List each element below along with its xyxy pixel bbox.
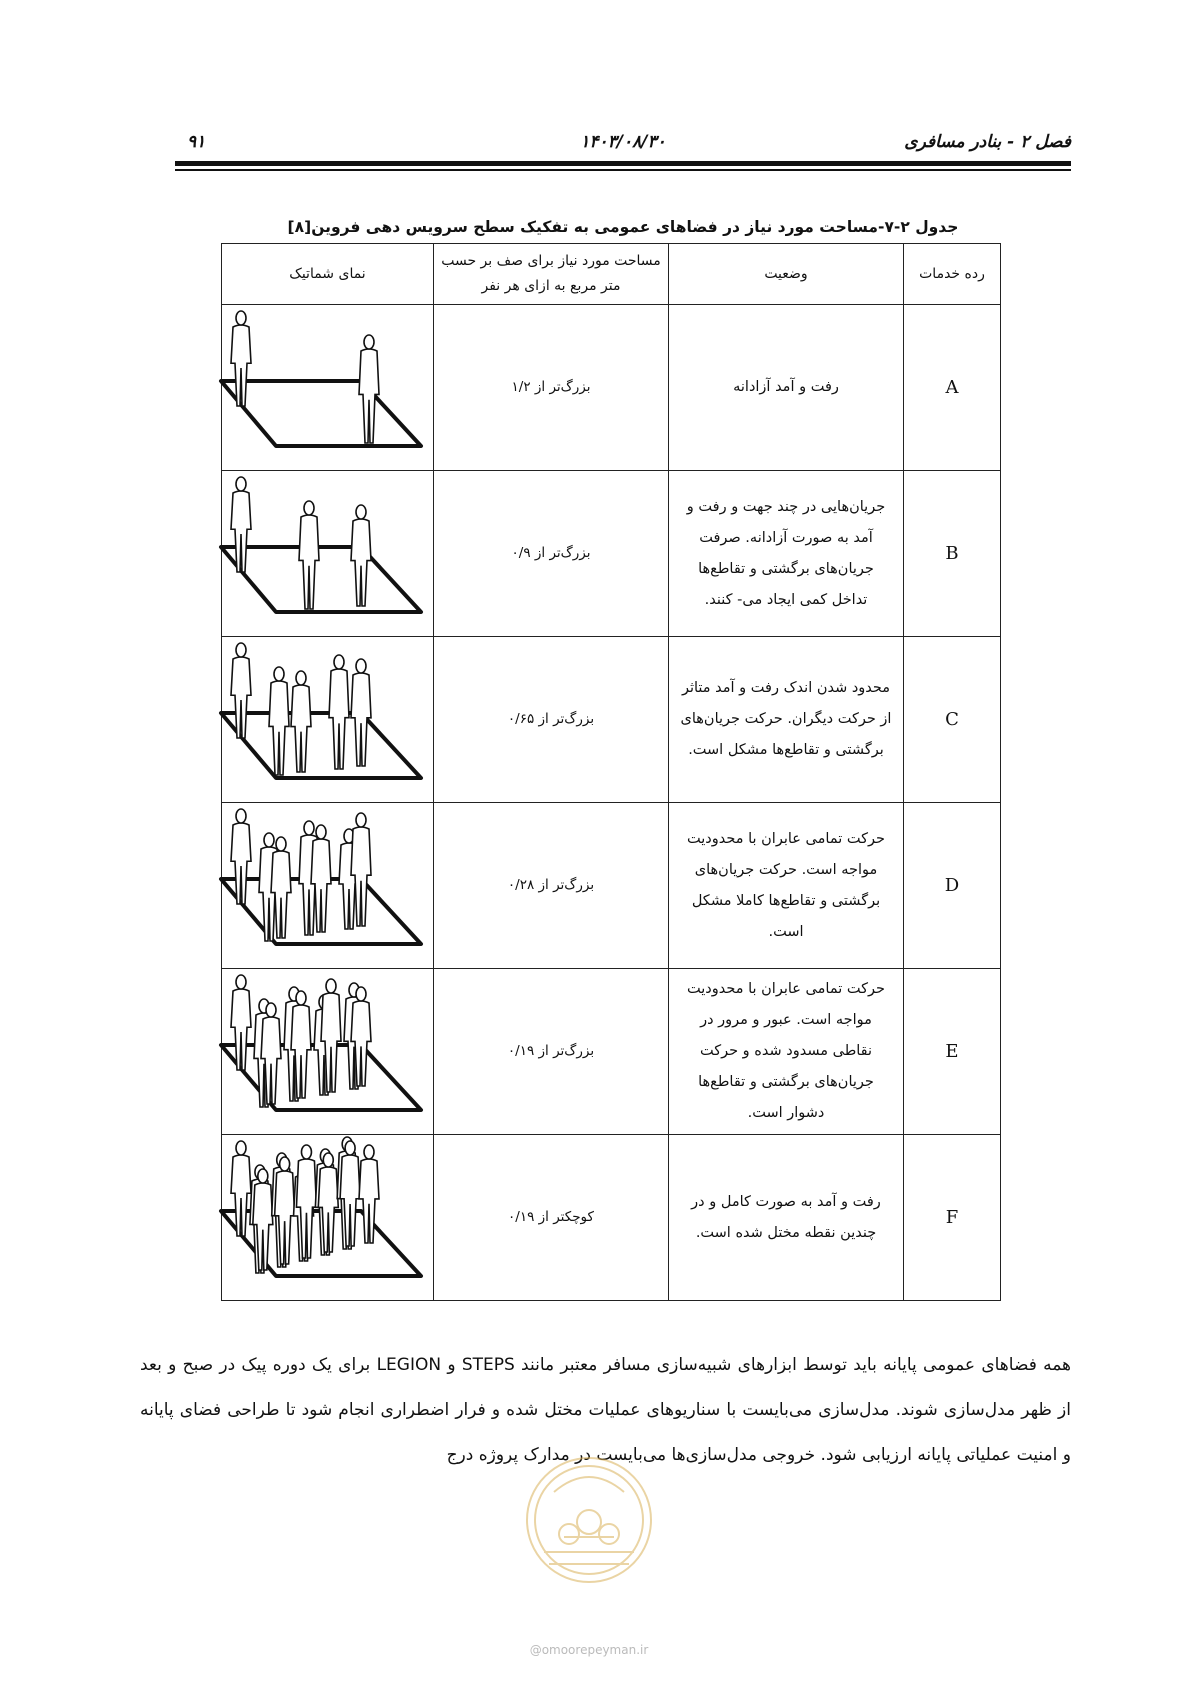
col-header-schematic: نمای شماتیک bbox=[222, 244, 434, 305]
crowd-density-e-icon bbox=[211, 970, 433, 1133]
col-header-area: مساحت مورد نیاز برای صف بر حسب متر مربع به ازای هر نفر bbox=[434, 244, 669, 305]
person-silhouette bbox=[291, 671, 311, 772]
table-row bbox=[222, 305, 1001, 471]
schematic-cell bbox=[222, 471, 434, 637]
person-silhouette bbox=[359, 335, 379, 443]
crowd-density-d-icon bbox=[211, 804, 433, 967]
table-row bbox=[222, 803, 1001, 969]
service-level-cell: E bbox=[904, 969, 1001, 1135]
person-silhouette bbox=[329, 655, 349, 769]
crowd-density-b-icon bbox=[211, 472, 433, 635]
person-silhouette bbox=[231, 643, 251, 738]
person-silhouette bbox=[231, 809, 251, 904]
service-level-cell: B bbox=[904, 471, 1001, 637]
person-silhouette bbox=[351, 659, 371, 766]
table-header-row bbox=[222, 244, 1001, 305]
area-cell: بزرگ‌تر از ۱/۲ bbox=[434, 305, 669, 471]
status-cell: حرکت تمامی عابران با محدودیت مواجه است. حرکت جریان‌های برگشتی و تقاطع‌ها کاملا مشکل است. bbox=[669, 803, 904, 969]
status-cell: حرکت تمامی عابران با محدودیت مواجه است. عبور و مرور در نقاطی مسدود شده و حرکت جریان‌های برگشتی و تقاطع‌ها دشوار است. bbox=[669, 969, 904, 1135]
service-level-cell: F bbox=[904, 1135, 1001, 1301]
omoore-peyman-seal-icon bbox=[514, 1442, 664, 1592]
page-header bbox=[175, 128, 1071, 154]
body-paragraph: همه فضاهای عمومی پایانه باید توسط ابزارهای شبیه‌سازی مسافر معتبر مانند STEPS و LEGION برای یک دوره پیک در صبح و بعد از ظهر مدل‌سازی شوند. مدل‌سازی می‌بایست با سناریوهای عملیات مختل شده و فرار اضطراری انجام شود تا طراحی فضای پایانه و امنیت عملیاتی پایانه ارزیابی شود. خروجی مدل‌سازی‌ها می‌بایست در مدارک پروژه درج bbox=[140, 1355, 1071, 1465]
person-silhouette bbox=[351, 505, 371, 606]
area-cell: کوچکتر از ۰/۱۹ bbox=[434, 1135, 669, 1301]
level-of-service-table bbox=[221, 243, 1001, 1301]
header-date: ۱۴۰۳/۰۸/۳۰ bbox=[580, 132, 666, 152]
schematic-cell bbox=[222, 637, 434, 803]
service-level-cell: C bbox=[904, 637, 1001, 803]
service-level-cell: D bbox=[904, 803, 1001, 969]
status-cell: رفت و آمد به صورت کامل و در چندین نقطه مختل شده است. bbox=[669, 1135, 904, 1301]
table-row bbox=[222, 471, 1001, 637]
crowd-density-f-icon bbox=[211, 1136, 433, 1299]
table-row bbox=[222, 1135, 1001, 1301]
schematic-cell bbox=[222, 1135, 434, 1301]
table-row bbox=[222, 969, 1001, 1135]
service-level-cell: A bbox=[904, 305, 1001, 471]
table-row bbox=[222, 637, 1001, 803]
page-number: ۹۱ bbox=[187, 132, 206, 152]
chapter-title: فصل ۲ - بنادر مسافری bbox=[904, 132, 1071, 152]
area-cell: بزرگ‌تر از ۰/۹ bbox=[434, 471, 669, 637]
header-rule-thick bbox=[175, 161, 1071, 166]
schematic-cell bbox=[222, 803, 434, 969]
status-cell: محدود شدن اندک رفت و آمد متاثر از حرکت دیگران. حرکت جریان‌های برگشتی و تقاطع‌ها مشکل است. bbox=[669, 637, 904, 803]
area-cell: بزرگ‌تر از ۰/۲۸ bbox=[434, 803, 669, 969]
schematic-cell bbox=[222, 969, 434, 1135]
person-silhouette bbox=[231, 477, 251, 572]
area-cell: بزرگ‌تر از ۰/۱۹ bbox=[434, 969, 669, 1135]
watermark-url: @omoorepeyman.ir bbox=[529, 1643, 649, 1657]
col-header-level: رده خدمات bbox=[904, 244, 1001, 305]
person-silhouette bbox=[231, 1141, 251, 1236]
person-silhouette bbox=[269, 667, 289, 775]
person-silhouette bbox=[231, 311, 251, 406]
crowd-density-a-icon bbox=[211, 306, 433, 469]
person-silhouette bbox=[231, 975, 251, 1070]
header-rule-thin bbox=[175, 169, 1071, 171]
status-cell: جریان‌هایی در چند جهت و رفت و آمد به صورت آزادانه. صرفت جریان‌های برگشتی و تقاطع‌ها تداخل کمی ایجاد می- کنند. bbox=[669, 471, 904, 637]
area-cell: بزرگ‌تر از ۰/۶۵ bbox=[434, 637, 669, 803]
table-caption: جدول ۲-۷-مساحت مورد نیاز در فضاهای عمومی به تفکیک سطح سرویس دهی فروین[۸] bbox=[287, 218, 959, 236]
status-cell: رفت و آمد آزادانه bbox=[669, 305, 904, 471]
person-silhouette bbox=[299, 501, 319, 609]
schematic-cell bbox=[222, 305, 434, 471]
col-header-status: وضعیت bbox=[669, 244, 904, 305]
crowd-density-c-icon bbox=[211, 638, 433, 801]
